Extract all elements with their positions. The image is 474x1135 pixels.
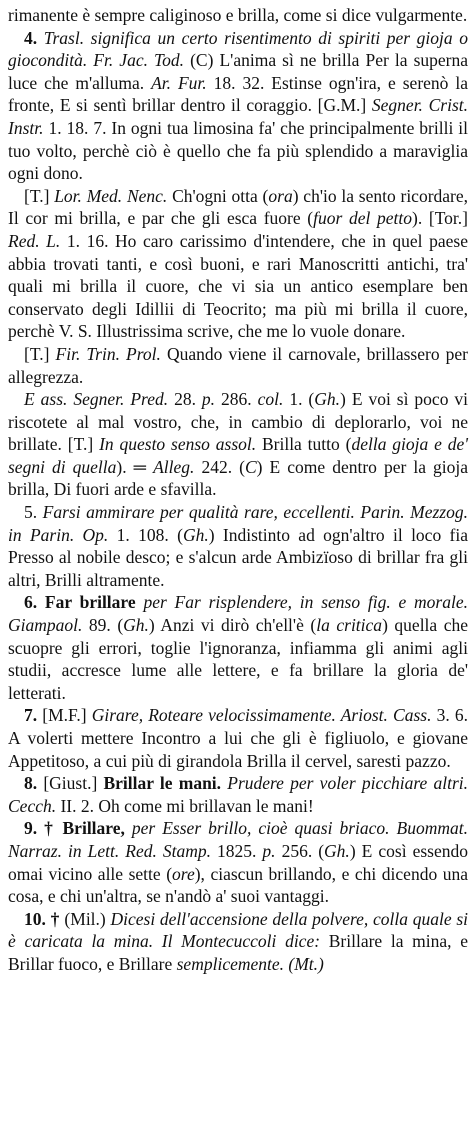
text-run: Girare, Roteare velocissimamente. Ariost. Cass. — [91, 705, 432, 726]
text-run: rimanente è sempre caliginoso e brilla, come si dice vulgarmente. — [8, 5, 468, 25]
sense-6-far-brillare — [8, 591, 468, 704]
sense-5-farsi-ammirare — [8, 501, 468, 591]
text-run — [125, 818, 132, 838]
text-run: Gh. — [324, 840, 350, 861]
text-run: II. 2. Oh come mi brillavan le mani! — [56, 795, 314, 816]
text-run: col. — [257, 389, 284, 410]
text-run: Quando viene il carnovale, brillassero per allegrezza. — [8, 343, 469, 387]
text-run: Gh. — [314, 389, 341, 410]
text-run: fuor del petto — [313, 208, 413, 229]
text-run: [T.] — [24, 185, 55, 206]
text-run: 18. 32. Estinse ogn'ira, e serenò la fronte, E si sentì brillar dentro il coraggio. [G.M.] — [8, 72, 468, 116]
text-run: 7. — [24, 705, 38, 726]
text-run: Red. L. — [8, 230, 61, 251]
text-run: Segner. Crist. Instr. — [8, 95, 468, 138]
text-run: ) Indistinto ad ogn'altro il loco fia Presso al nobile desco; e s'alcun arde Ambizïoso di brillar fra gli altri, Brilli altramente. — [8, 524, 468, 590]
text-run: 89. ( — [82, 615, 124, 636]
text-run: Brillare la mina, e Brillar fuoco, e Brillare — [8, 931, 468, 974]
text-run: Fir. Trin. Prol. — [55, 343, 161, 364]
text-run: [M.F.] — [37, 705, 92, 726]
text-run: 1. 16. Ho caro carissimo d'intendere, che in quel paese abbia trovati tanti, e così buoni, e rari Manoscritti antichi, tra' quali mi brilla il cuore, che vi sia un antico esemplare ben conservato degli Idillii di Teocrito; ma più mi brilla il cuore, perchè V. S. Illustrissima scrive, che me lo vuole donare. — [8, 230, 468, 342]
text-run: ). ═ — [116, 456, 154, 477]
text-run: ore — [172, 863, 195, 884]
sense-10-mina — [8, 908, 468, 976]
text-run: p. — [262, 840, 276, 861]
text-run: ora — [268, 185, 293, 206]
text-run: E ass. Segner. Pred. — [24, 389, 169, 410]
text-run: ) E voi sì poco vi riscotete al mal vostro, che, in cambio di deplorarlo, voi ne brillate. [T.] — [8, 389, 469, 455]
text-run: 286. — [215, 389, 258, 410]
text-run: della gioja e de' segni di quella — [8, 434, 468, 477]
text-run: Brillar le mani. — [103, 773, 222, 794]
text-run: 256. ( — [275, 840, 325, 861]
text-run: 5. — [24, 502, 43, 523]
text-run: ) quella che scuopre gli errori, toglie l'ignoranza, infiamma gli animi agli studii, accresce lume alle lettere, e fa brillare la gloria de' letterati. — [8, 615, 469, 703]
text-run: 10. † — [24, 908, 60, 929]
text-run: Dicesi dell'accensione della polvere, colla quale si è caricata la mina. Il Montecuccoli dice: — [8, 908, 468, 952]
text-run: 28. — [168, 389, 202, 410]
text-run: semplicemente. (Mt.) — [176, 953, 324, 974]
text-run: Ch'ogni otta ( — [167, 185, 269, 206]
text-run: 1. 108. ( — [108, 524, 183, 545]
text-run: 3. 6. A volerti mettere Incontro a lui che gli è figliuolo, e giovane Appetitoso, a cui più di girandola Brilla il cervel, saresti pazzo. — [8, 705, 469, 771]
sense-4-absolute-use — [8, 388, 468, 501]
text-run: 9. † Brillare, — [24, 818, 125, 839]
sense-8-brillar-le-mani — [8, 772, 468, 817]
sense-4-figurative — [8, 27, 468, 185]
text-run: 1. ( — [283, 389, 315, 410]
text-run: Gh. — [123, 615, 149, 636]
text-run: (C) L'anima sì ne brilla Per la superna luce che m'alluma. — [8, 50, 468, 93]
text-run: Alleg. — [153, 456, 195, 477]
text-run: 1. 18. 7. In ogni tua limosina fa' che principalmente brilli il tuo volto, perchè ciò è quello che fa più splendido a maraviglia ogni dono. — [8, 117, 468, 184]
sense-4-citation-fir-trin — [8, 343, 468, 388]
text-run: ) Anzi vi dirò ch'ell'è ( — [148, 615, 317, 636]
text-run: per Far risplendere, in senso fig. e morale. Giampaol. — [8, 592, 468, 636]
text-run: ) ch'io la sento ricordare, Il cor mi brilla, e par che gli esca fuore ( — [8, 185, 469, 229]
text-run: [T.] — [24, 343, 56, 364]
text-run: p. — [201, 389, 216, 410]
text-run: Prudere per voler picchiare altri. Cecch. — [8, 773, 468, 816]
text-run: 1825. — [211, 840, 263, 861]
text-run: 8. — [24, 773, 38, 794]
text-run: Brilla tutto ( — [256, 434, 352, 455]
text-run: In questo senso assol. — [99, 434, 257, 455]
text-run: Gh. — [182, 524, 209, 545]
paragraph-continuation — [8, 4, 468, 27]
sense-4-citation-lor-med — [8, 185, 468, 343]
text-run: 4. — [24, 27, 38, 48]
text-run: [Giust.] — [37, 773, 104, 794]
text-run: ), ciascun brillando, e chi dicendo una cosa, e chi un'altra, se n'andò a' suoi vantaggi. — [8, 863, 469, 907]
text-run: Farsi ammirare per qualità rare, eccellenti. Parin. Mezzog. in Parin. Op. — [8, 502, 468, 545]
text-run: 242. ( — [194, 456, 245, 477]
text-run: ). [Tor.] — [412, 208, 468, 229]
text-run: Trasl. significa un certo risentimento di spiriti per gioja o giocondità. Fr. Jac. Tod. — [8, 27, 468, 71]
sense-9-esser-brillo — [8, 817, 468, 907]
text-run: 6. Far brillare — [24, 592, 136, 613]
text-run: C — [244, 456, 257, 477]
text-run — [37, 28, 44, 48]
text-run: per Esser brillo, cioè quasi briaco. Buommat. Narraz. in Lett. Red. Stamp. — [8, 818, 469, 861]
text-run: la critica — [316, 615, 383, 636]
sense-7-girare — [8, 704, 468, 772]
text-run: ) E come dentro per la gioja brilla, Di fuori arde e sfavilla. — [8, 456, 469, 500]
text-run: ) E così essendo omai vicino alle sette ( — [8, 840, 468, 884]
text-run: (Mil.) — [59, 908, 111, 929]
text-run: Lor. Med. Nenc. — [54, 185, 168, 206]
text-run: Ar. Fur. — [151, 72, 207, 93]
